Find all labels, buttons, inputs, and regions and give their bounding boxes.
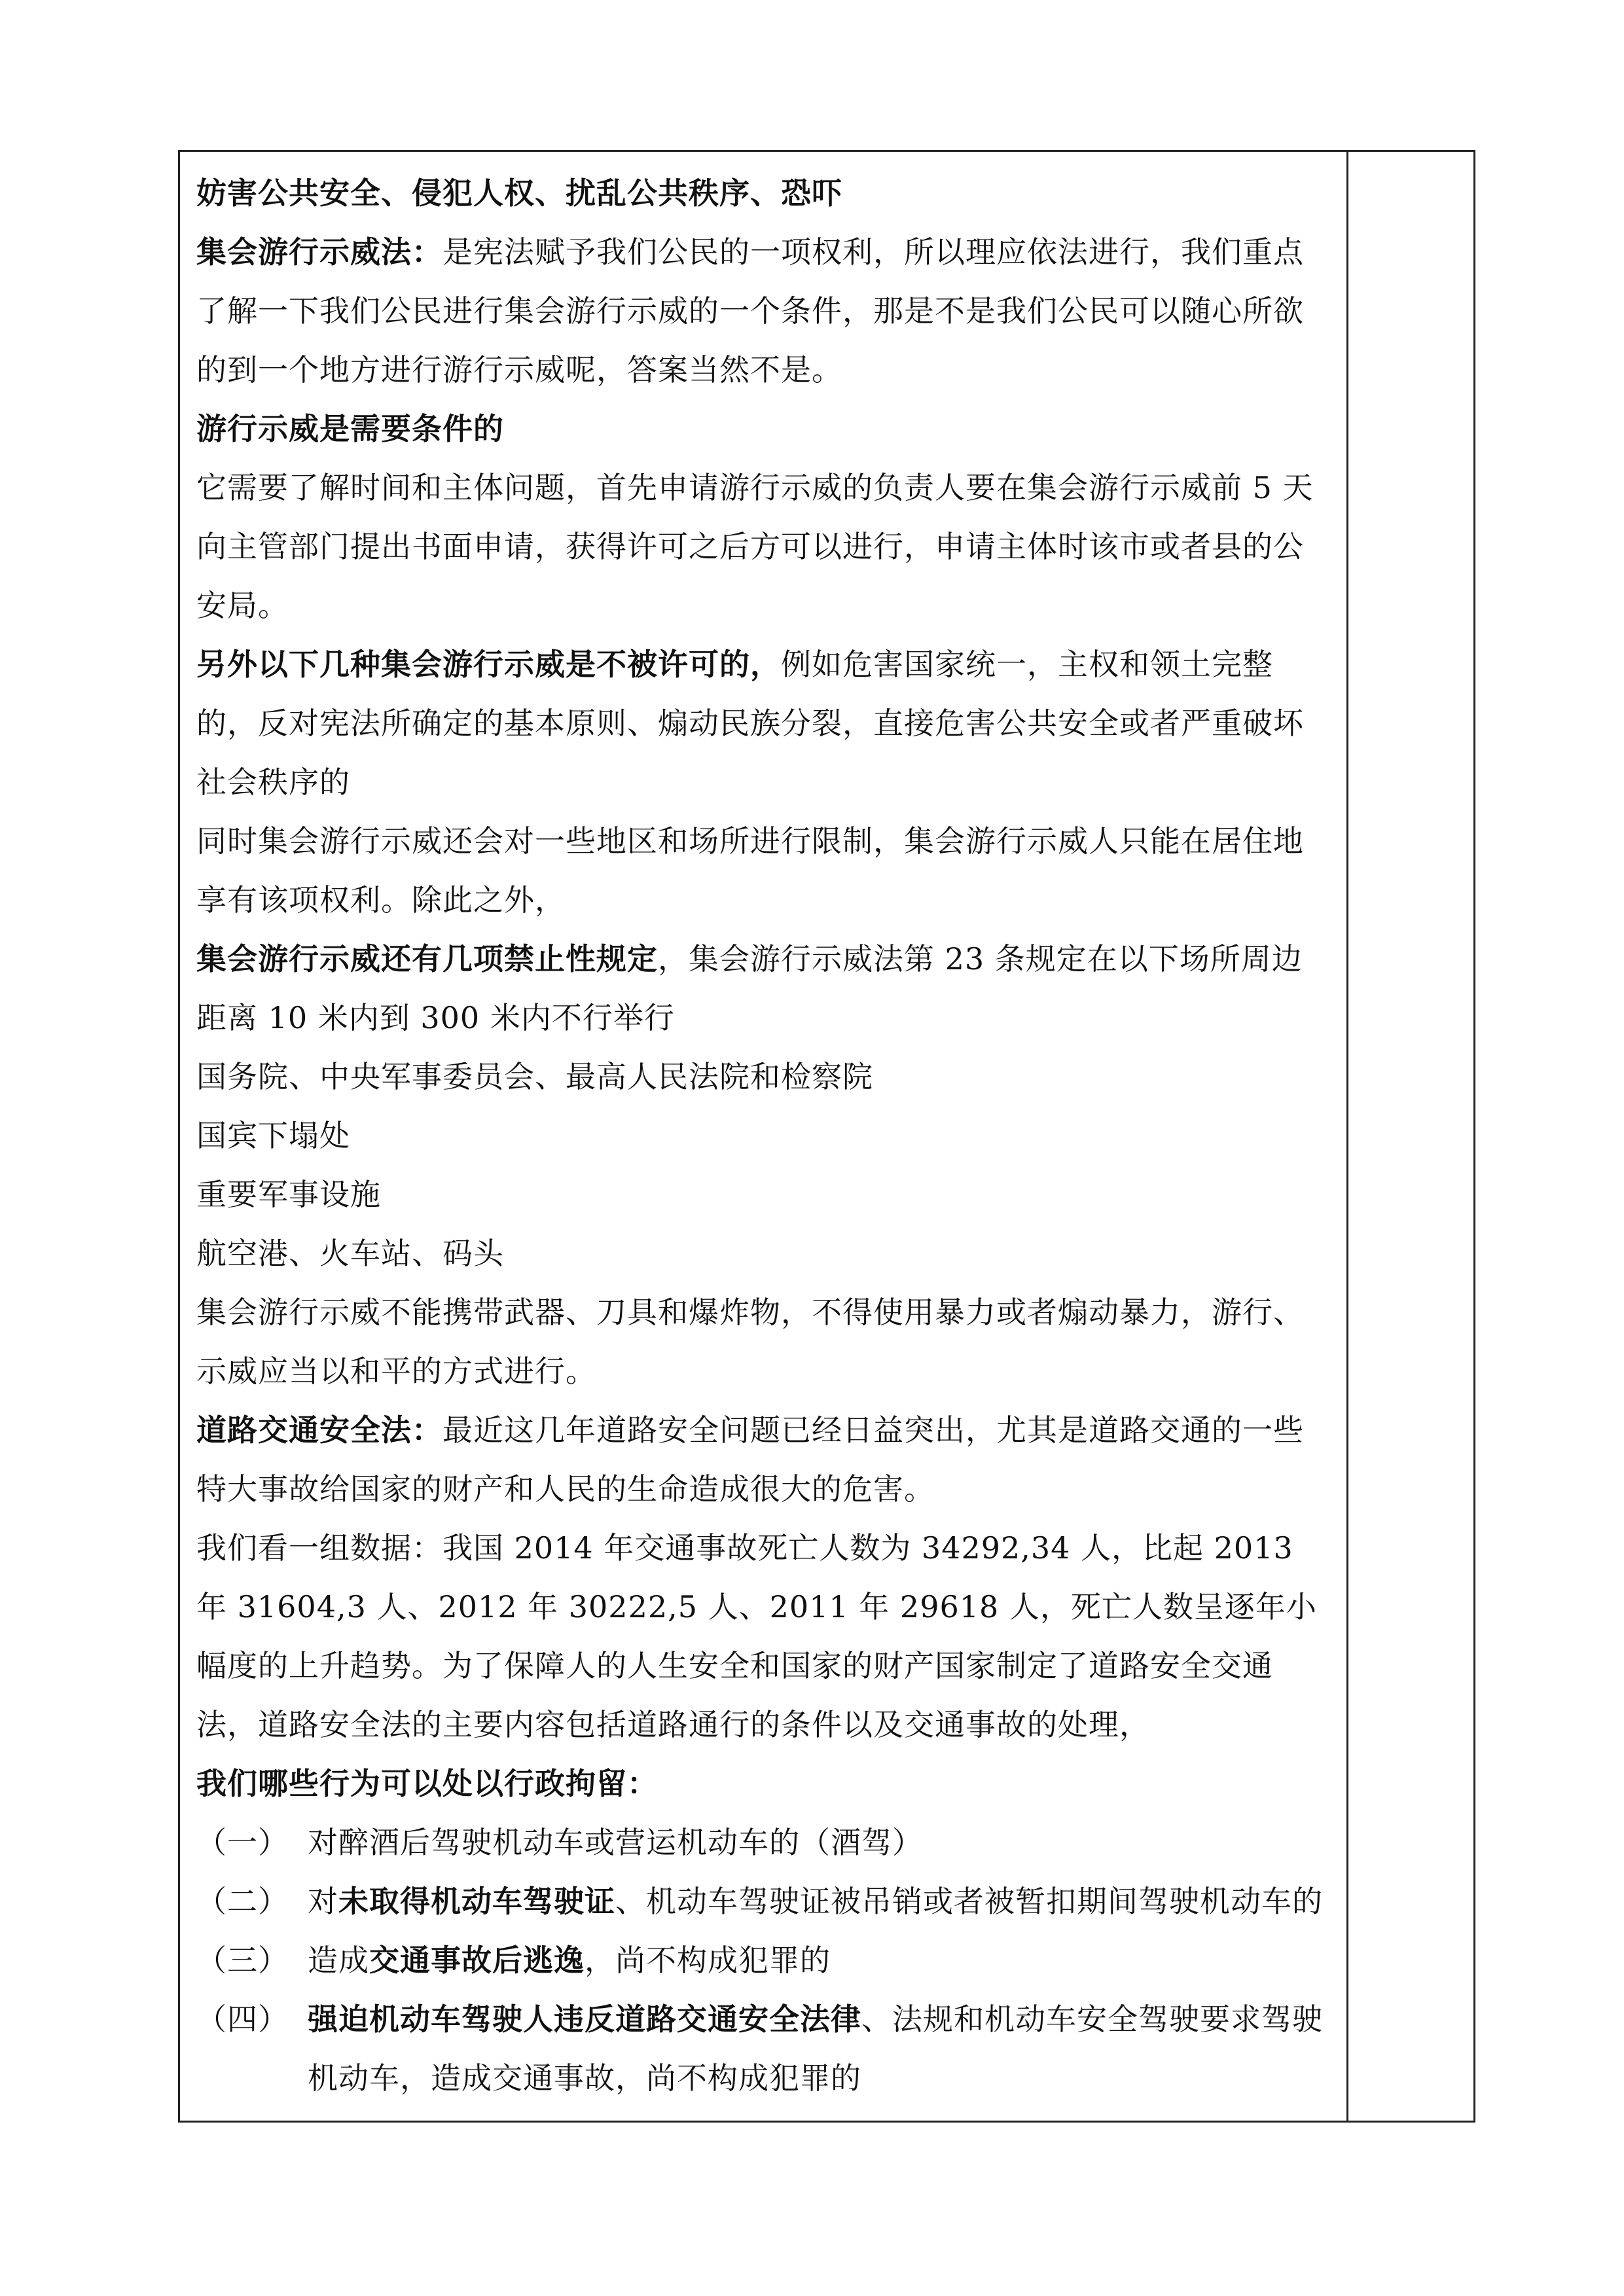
paragraph — [196, 1754, 1332, 1813]
text-run: ，尚不构成犯罪的 — [585, 1943, 831, 1978]
bold-text: 妨害公共安全、侵犯人权、扰乱公共秩序、恐吓 — [196, 175, 842, 211]
paragraph — [196, 223, 1332, 399]
item-list — [196, 1813, 1332, 2108]
paragraph — [196, 1106, 1332, 1165]
list-item — [196, 1931, 1332, 1990]
column-divider — [1346, 150, 1348, 2123]
item-text — [308, 1990, 1332, 2108]
paragraph — [196, 635, 1332, 812]
text-run: ，集会游行示威法第 23 条规定在以下场所周边距离 10 米内到 300 米内不行举行 — [196, 941, 1303, 1035]
document-content — [196, 164, 1332, 2108]
list-item — [196, 1872, 1332, 1931]
paragraph — [196, 458, 1332, 635]
bold-text: 另外以下几种集会游行示威是不被许可的， — [196, 647, 781, 682]
item-number: （二） — [196, 1884, 289, 1919]
item-text — [308, 1813, 923, 1872]
text-run: 、法规和机动车安全驾驶要求驾驶机动车，造成交通事故，尚不构成犯罪的 — [308, 2001, 1323, 2096]
text-run: 、机动车驾驶证被吊销或者被暂扣期间驾驶机动车的 — [615, 1884, 1323, 1919]
list-item — [196, 1813, 1332, 1872]
paragraph — [196, 1224, 1332, 1283]
paragraph — [196, 929, 1332, 1047]
bold-text: 集会游行示威还有几项禁止性规定 — [196, 941, 658, 977]
text-run: 是宪法赋予我们公民的一项权利，所以理应依法进行，我们重点了解一下我们公民进行集会游行示威的一个条件，那是不是我们公民可以随心所欲的到一个地方进行游行示威呢，答案当然不是。 — [196, 234, 1304, 387]
paragraph — [196, 812, 1332, 929]
text-run: 最近这几年道路安全问题已经日益突出，尤其是道路交通的一些特大事故给国家的财产和人民的生命造成很大的危害。 — [196, 1412, 1304, 1507]
paragraph — [196, 1283, 1332, 1401]
list-item — [196, 1990, 1332, 2108]
bold-text: 强迫机动车驾驶人违反道路交通安全法律 — [308, 2001, 861, 2037]
item-text — [308, 1931, 831, 1990]
bold-text: 我们哪些行为可以处以行政拘留： — [196, 1766, 658, 1801]
text-run: 对 — [308, 1884, 338, 1919]
text-run: 集会游行示威不能携带武器、刀具和爆炸物，不得使用暴力或者煽动暴力，游行、示威应当以和平的方式进行。 — [196, 1295, 1304, 1389]
bold-text: 未取得机动车驾驶证 — [338, 1884, 615, 1919]
paragraph-list — [196, 164, 1332, 1813]
paragraph — [196, 1047, 1332, 1106]
text-run: 同时集会游行示威还会对一些地区和场所进行限制，集会游行示威人只能在居住地享有该项权利。除此之外， — [196, 823, 1304, 918]
bold-text: 道路交通安全法： — [196, 1412, 442, 1448]
item-number: （一） — [196, 1825, 289, 1860]
paragraph — [196, 1401, 1332, 1518]
bold-text: 交通事故后逃逸 — [369, 1943, 585, 1978]
text-run: 它需要了解时间和主体问题，首先申请游行示威的负责人要在集会游行示威前 5 天向主管部门提出书面申请，获得许可之后方可以进行，申请主体时该市或者县的公安局。 — [196, 470, 1314, 623]
item-text — [308, 1872, 1323, 1931]
paragraph — [196, 1165, 1332, 1224]
bold-text: 游行示威是需要条件的 — [196, 411, 504, 446]
text-run: 造成 — [308, 1943, 369, 1978]
paragraph — [196, 399, 1332, 458]
text-run: 国宾下塌处 — [196, 1118, 350, 1153]
item-number: （四） — [196, 2001, 289, 2037]
text-run: 重要军事设施 — [196, 1177, 381, 1212]
text-run: 例如危害国家统一，主权和领土完整的，反对宪法所确定的基本原则、煽动民族分裂，直接危害公共安全或者严重破坏社会秩序的 — [196, 647, 1304, 800]
paragraph — [196, 164, 1332, 223]
paragraph — [196, 1518, 1332, 1754]
text-run: 航空港、火车站、码头 — [196, 1236, 504, 1271]
text-run: 我们看一组数据：我国 2014 年交通事故死亡人数为 34292,34 人，比起 2013 年 31604,3 人、2012 年 30222,5 人、2011 年 29618 人，死亡人数呈逐年小幅度的上升趋势。为了保障人的人生安全和国家的财产国家制定了道路安全交通法，道路安全法的主要内容包括道路通行的条件以及交通事故的处理， — [196, 1530, 1317, 1742]
item-number: （三） — [196, 1943, 289, 1978]
text-run: 对醉酒后驾驶机动车或营运机动车的（酒驾） — [308, 1825, 923, 1860]
text-run: 国务院、中央军事委员会、最高人民法院和检察院 — [196, 1059, 873, 1094]
bold-text: 集会游行示威法： — [196, 234, 442, 270]
